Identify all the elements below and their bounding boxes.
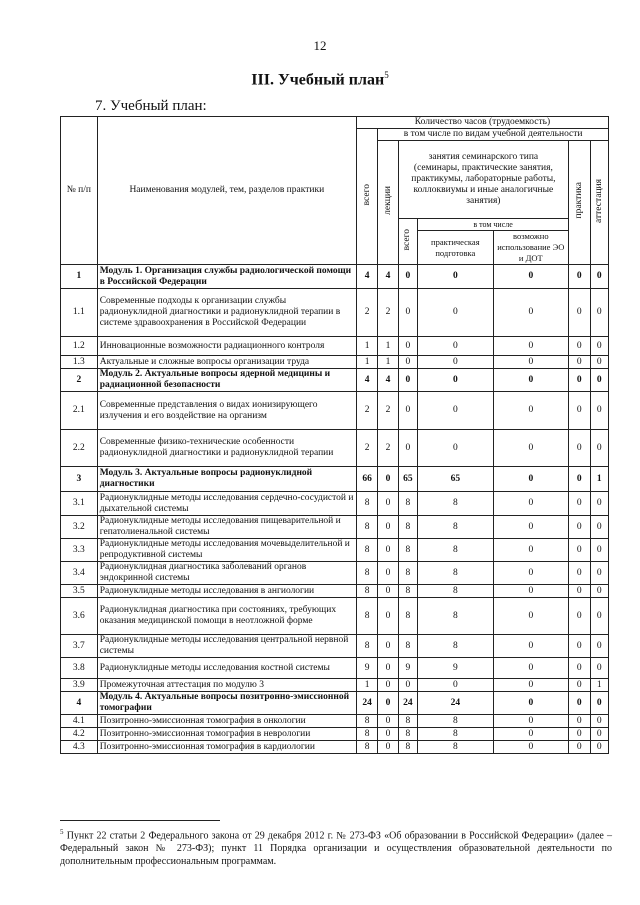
- section-footnote-ref: 5: [384, 70, 389, 80]
- page-number: 12: [313, 38, 327, 53]
- cell-seminar-total: 0: [398, 392, 417, 430]
- cell-attestation: 0: [590, 356, 609, 369]
- cell-seminar-total: 0: [398, 356, 417, 369]
- cell-total: 9: [356, 658, 377, 679]
- cell-lectures: 0: [378, 728, 398, 741]
- cell-practical-training: 8: [418, 728, 494, 741]
- topic-row: [61, 539, 609, 562]
- cell-practice: 0: [569, 289, 590, 337]
- topic-row: [61, 516, 609, 539]
- topic-row: [61, 741, 609, 754]
- row-number: 3.5: [61, 585, 98, 598]
- cell-total: 4: [356, 265, 377, 289]
- cell-practical-training: 65: [418, 467, 494, 492]
- cell-lectures: 4: [378, 369, 398, 392]
- cell-total: 24: [356, 692, 377, 715]
- row-number: 4.1: [61, 715, 98, 728]
- cell-distance: 0: [493, 356, 569, 369]
- cell-attestation: 0: [590, 598, 609, 635]
- section-title: [0, 70, 640, 89]
- row-title: Радионуклидная диагностика при состояниях, требующих оказания медицинской помощи в неотложной форме: [97, 598, 356, 635]
- header-attestation: [590, 141, 609, 265]
- cell-total: 8: [356, 492, 377, 516]
- row-title: Актуальные и сложные вопросы организации труда: [97, 356, 356, 369]
- cell-lectures: 0: [378, 467, 398, 492]
- row-title: Модуль 1. Организация службы радиологической помощи в Российской Федерации: [97, 265, 356, 289]
- cell-practice: 0: [569, 679, 590, 692]
- cell-total: 1: [356, 337, 377, 356]
- header-by-activity: в том числе по видам учебной деятельности: [378, 129, 609, 141]
- header-name: Наименования модулей, тем, разделов практики: [97, 117, 356, 265]
- cell-distance: 0: [493, 598, 569, 635]
- cell-total: 8: [356, 728, 377, 741]
- cell-total: 8: [356, 539, 377, 562]
- row-number: 4.2: [61, 728, 98, 741]
- cell-practice: 0: [569, 598, 590, 635]
- row-title: Модуль 3. Актуальные вопросы радионуклидной диагностики: [97, 467, 356, 492]
- cell-attestation: 0: [590, 692, 609, 715]
- topic-row: [61, 562, 609, 585]
- cell-distance: 0: [493, 562, 569, 585]
- cell-seminar-total: 8: [398, 598, 417, 635]
- row-number: 3.8: [61, 658, 98, 679]
- cell-distance: 0: [493, 692, 569, 715]
- cell-practical-training: 0: [418, 430, 494, 467]
- cell-distance: 0: [493, 430, 569, 467]
- cell-attestation: 0: [590, 539, 609, 562]
- cell-practice: 0: [569, 356, 590, 369]
- cell-practical-training: 8: [418, 539, 494, 562]
- cell-distance: 0: [493, 728, 569, 741]
- row-title: Радионуклидные методы исследования костной системы: [97, 658, 356, 679]
- topic-row: [61, 728, 609, 741]
- cell-seminar-total: 24: [398, 692, 417, 715]
- cell-total: 66: [356, 467, 377, 492]
- cell-seminar-total: 8: [398, 715, 417, 728]
- cell-total: 4: [356, 369, 377, 392]
- cell-practice: 0: [569, 585, 590, 598]
- cell-seminar-total: 8: [398, 492, 417, 516]
- header-total-text: всего: [361, 183, 372, 206]
- cell-lectures: 0: [378, 562, 398, 585]
- cell-total: 8: [356, 516, 377, 539]
- row-title: Инновационные возможности радиационного контроля: [97, 337, 356, 356]
- cell-seminar-total: 0: [398, 679, 417, 692]
- topic-row: [61, 492, 609, 516]
- row-title: Радионуклидные методы исследования центральной нервной системы: [97, 635, 356, 658]
- module-row: [61, 265, 609, 289]
- header-practice: [569, 141, 590, 265]
- row-title: Модуль 2. Актуальные вопросы ядерной медицины и радиационной безопасности: [97, 369, 356, 392]
- cell-total: 8: [356, 598, 377, 635]
- cell-seminar-total: 8: [398, 562, 417, 585]
- header-sem-total-text: всего: [402, 228, 413, 251]
- row-title: Современные физико-технические особенности радионуклидной диагностики и радионуклидной терапии: [97, 430, 356, 467]
- cell-distance: 0: [493, 392, 569, 430]
- cell-distance: 0: [493, 635, 569, 658]
- cell-practice: 0: [569, 635, 590, 658]
- header-distance: возможно использование ЭО и ДОТ: [493, 231, 569, 265]
- cell-seminar-total: 9: [398, 658, 417, 679]
- cell-total: 2: [356, 430, 377, 467]
- cell-distance: 0: [493, 516, 569, 539]
- header-attestation-text: аттестация: [593, 178, 604, 223]
- cell-attestation: 0: [590, 516, 609, 539]
- cell-practical-training: 8: [418, 715, 494, 728]
- topic-row: [61, 598, 609, 635]
- header-sem-total: [398, 219, 417, 265]
- cell-practical-training: 24: [418, 692, 494, 715]
- cell-practice: 0: [569, 337, 590, 356]
- cell-lectures: 0: [378, 658, 398, 679]
- header-practice-text: практика: [573, 182, 584, 219]
- cell-attestation: 0: [590, 430, 609, 467]
- cell-practical-training: 9: [418, 658, 494, 679]
- cell-practical-training: 8: [418, 585, 494, 598]
- cell-lectures: 0: [378, 715, 398, 728]
- row-number: 3.1: [61, 492, 98, 516]
- cell-total: 2: [356, 392, 377, 430]
- header-lectures-text: лекции: [382, 186, 393, 215]
- cell-distance: 0: [493, 467, 569, 492]
- curriculum-table: [60, 116, 609, 754]
- cell-total: 8: [356, 585, 377, 598]
- module-row: [61, 467, 609, 492]
- subtitle: 7. Учебный план:: [95, 98, 207, 114]
- cell-seminar-total: 8: [398, 539, 417, 562]
- cell-attestation: 0: [590, 289, 609, 337]
- cell-practical-training: 0: [418, 337, 494, 356]
- header-lectures: [378, 141, 398, 265]
- cell-lectures: 0: [378, 679, 398, 692]
- cell-distance: 0: [493, 715, 569, 728]
- cell-attestation: 0: [590, 562, 609, 585]
- cell-lectures: 0: [378, 635, 398, 658]
- cell-seminar-total: 65: [398, 467, 417, 492]
- header-num: № п/п: [61, 117, 98, 265]
- cell-distance: 0: [493, 741, 569, 754]
- row-title: Радионуклидные методы исследования сердечно-сосудистой и дыхательной системы: [97, 492, 356, 516]
- cell-practical-training: 0: [418, 356, 494, 369]
- row-number: 3.4: [61, 562, 98, 585]
- row-number: 3.6: [61, 598, 98, 635]
- cell-seminar-total: 8: [398, 728, 417, 741]
- cell-lectures: 0: [378, 516, 398, 539]
- cell-seminar-total: 0: [398, 289, 417, 337]
- cell-total: 2: [356, 289, 377, 337]
- cell-attestation: 0: [590, 337, 609, 356]
- module-row: [61, 369, 609, 392]
- topic-row: [61, 658, 609, 679]
- cell-practice: 0: [569, 467, 590, 492]
- topic-row: [61, 679, 609, 692]
- cell-practice: 0: [569, 692, 590, 715]
- row-title: Позитронно-эмиссионная томография в онкологии: [97, 715, 356, 728]
- cell-total: 8: [356, 562, 377, 585]
- footnote: [60, 826, 612, 868]
- cell-practical-training: 8: [418, 598, 494, 635]
- cell-attestation: 0: [590, 741, 609, 754]
- cell-practical-training: 0: [418, 392, 494, 430]
- cell-attestation: 0: [590, 392, 609, 430]
- footnote-mark: 5: [60, 828, 64, 836]
- cell-practice: 0: [569, 562, 590, 585]
- cell-practice: 0: [569, 539, 590, 562]
- row-number: 1.2: [61, 337, 98, 356]
- cell-practice: 0: [569, 728, 590, 741]
- cell-lectures: 0: [378, 692, 398, 715]
- cell-lectures: 1: [378, 337, 398, 356]
- header-total: [356, 129, 377, 265]
- cell-practical-training: 0: [418, 369, 494, 392]
- cell-distance: 0: [493, 289, 569, 337]
- cell-practice: 0: [569, 430, 590, 467]
- row-title: Радионуклидные методы исследования мочевыделительной и репродуктивной системы: [97, 539, 356, 562]
- cell-attestation: 0: [590, 369, 609, 392]
- cell-practice: 0: [569, 265, 590, 289]
- topic-row: [61, 585, 609, 598]
- cell-total: 8: [356, 741, 377, 754]
- cell-seminar-total: 0: [398, 337, 417, 356]
- row-title: Радионуклидные методы исследования в ангиологии: [97, 585, 356, 598]
- cell-seminar-total: 8: [398, 516, 417, 539]
- topic-row: [61, 392, 609, 430]
- cell-lectures: 0: [378, 585, 398, 598]
- header-seminar: занятия семинарского типа (семинары, практические занятия, практикумы, лабораторные работы, коллоквиумы и иные аналогичные занятия): [398, 141, 568, 219]
- cell-distance: 0: [493, 658, 569, 679]
- row-number: 3.3: [61, 539, 98, 562]
- cell-attestation: 0: [590, 492, 609, 516]
- cell-practical-training: 8: [418, 492, 494, 516]
- cell-distance: 0: [493, 539, 569, 562]
- row-title: Современные подходы к организации службы радионуклидной диагностики и радионуклидной терапии в системе здравоохранения в Российской Федерации: [97, 289, 356, 337]
- cell-attestation: 0: [590, 635, 609, 658]
- topic-row: [61, 289, 609, 337]
- row-title: Промежуточная аттестация по модулю 3: [97, 679, 356, 692]
- cell-lectures: 0: [378, 741, 398, 754]
- row-title: Радионуклидные методы исследования пищеварительной и гепатолиенальной системы: [97, 516, 356, 539]
- footnote-text: Пункт 22 статьи 2 Федерального закона от 29 декабря 2012 г. № 273-ФЗ «Об образовании в Российской Федерации» (далее – Федеральный закон № 273-ФЗ); пункт 11 Порядка организации и осуществления образовательной деятельности по дополнительным профессиональным программам.: [60, 830, 613, 868]
- module-row: [61, 692, 609, 715]
- cell-seminar-total: 0: [398, 430, 417, 467]
- cell-seminar-total: 8: [398, 635, 417, 658]
- topic-row: [61, 635, 609, 658]
- header-hours: Количество часов (трудоемкость): [356, 117, 608, 129]
- row-title: Модуль 4. Актуальные вопросы позитронно-эмиссионной томографии: [97, 692, 356, 715]
- cell-attestation: 0: [590, 265, 609, 289]
- curriculum-body: [61, 265, 609, 754]
- row-number: 1.3: [61, 356, 98, 369]
- cell-attestation: 0: [590, 715, 609, 728]
- cell-seminar-total: 8: [398, 741, 417, 754]
- row-number: 1: [61, 265, 98, 289]
- row-number: 1.1: [61, 289, 98, 337]
- cell-practice: 0: [569, 369, 590, 392]
- topic-row: [61, 356, 609, 369]
- cell-distance: 0: [493, 265, 569, 289]
- cell-total: 8: [356, 635, 377, 658]
- section-title-text: III. Учебный план: [251, 71, 385, 89]
- cell-lectures: 2: [378, 430, 398, 467]
- cell-practice: 0: [569, 392, 590, 430]
- row-number: 3.9: [61, 679, 98, 692]
- header-practical-training: практическая подготовка: [418, 231, 494, 265]
- cell-practical-training: 8: [418, 516, 494, 539]
- cell-lectures: 2: [378, 392, 398, 430]
- row-number: 4.3: [61, 741, 98, 754]
- cell-lectures: 1: [378, 356, 398, 369]
- cell-practice: 0: [569, 741, 590, 754]
- cell-lectures: 2: [378, 289, 398, 337]
- cell-lectures: 0: [378, 598, 398, 635]
- cell-distance: 0: [493, 679, 569, 692]
- row-number: 3.7: [61, 635, 98, 658]
- row-number: 3: [61, 467, 98, 492]
- cell-practice: 0: [569, 492, 590, 516]
- cell-attestation: 0: [590, 728, 609, 741]
- cell-practical-training: 0: [418, 265, 494, 289]
- cell-attestation: 1: [590, 467, 609, 492]
- cell-practical-training: 8: [418, 635, 494, 658]
- cell-practice: 0: [569, 658, 590, 679]
- header-including: в том числе: [418, 219, 569, 231]
- row-title: Позитронно-эмиссионная томография в неврологии: [97, 728, 356, 741]
- cell-distance: 0: [493, 585, 569, 598]
- cell-attestation: 1: [590, 679, 609, 692]
- cell-seminar-total: 8: [398, 585, 417, 598]
- cell-practice: 0: [569, 516, 590, 539]
- row-number: 4: [61, 692, 98, 715]
- cell-distance: 0: [493, 492, 569, 516]
- cell-lectures: 4: [378, 265, 398, 289]
- row-number: 2: [61, 369, 98, 392]
- cell-practice: 0: [569, 715, 590, 728]
- cell-total: 8: [356, 715, 377, 728]
- cell-distance: 0: [493, 369, 569, 392]
- cell-attestation: 0: [590, 658, 609, 679]
- cell-seminar-total: 0: [398, 369, 417, 392]
- cell-attestation: 0: [590, 585, 609, 598]
- footnote-separator: [60, 820, 220, 821]
- cell-practical-training: 8: [418, 562, 494, 585]
- cell-total: 1: [356, 356, 377, 369]
- cell-lectures: 0: [378, 539, 398, 562]
- cell-lectures: 0: [378, 492, 398, 516]
- row-number: 2.1: [61, 392, 98, 430]
- topic-row: [61, 715, 609, 728]
- topic-row: [61, 337, 609, 356]
- cell-practical-training: 0: [418, 679, 494, 692]
- cell-practical-training: 8: [418, 741, 494, 754]
- cell-total: 1: [356, 679, 377, 692]
- row-title: Позитронно-эмиссионная томография в кардиологии: [97, 741, 356, 754]
- row-title: Радионуклидная диагностика заболеваний органов эндокринной системы: [97, 562, 356, 585]
- row-title: Современные представления о видах ионизирующего излучения и его воздействие на организм: [97, 392, 356, 430]
- cell-distance: 0: [493, 337, 569, 356]
- row-number: 3.2: [61, 516, 98, 539]
- row-number: 2.2: [61, 430, 98, 467]
- cell-practical-training: 0: [418, 289, 494, 337]
- topic-row: [61, 430, 609, 467]
- cell-seminar-total: 0: [398, 265, 417, 289]
